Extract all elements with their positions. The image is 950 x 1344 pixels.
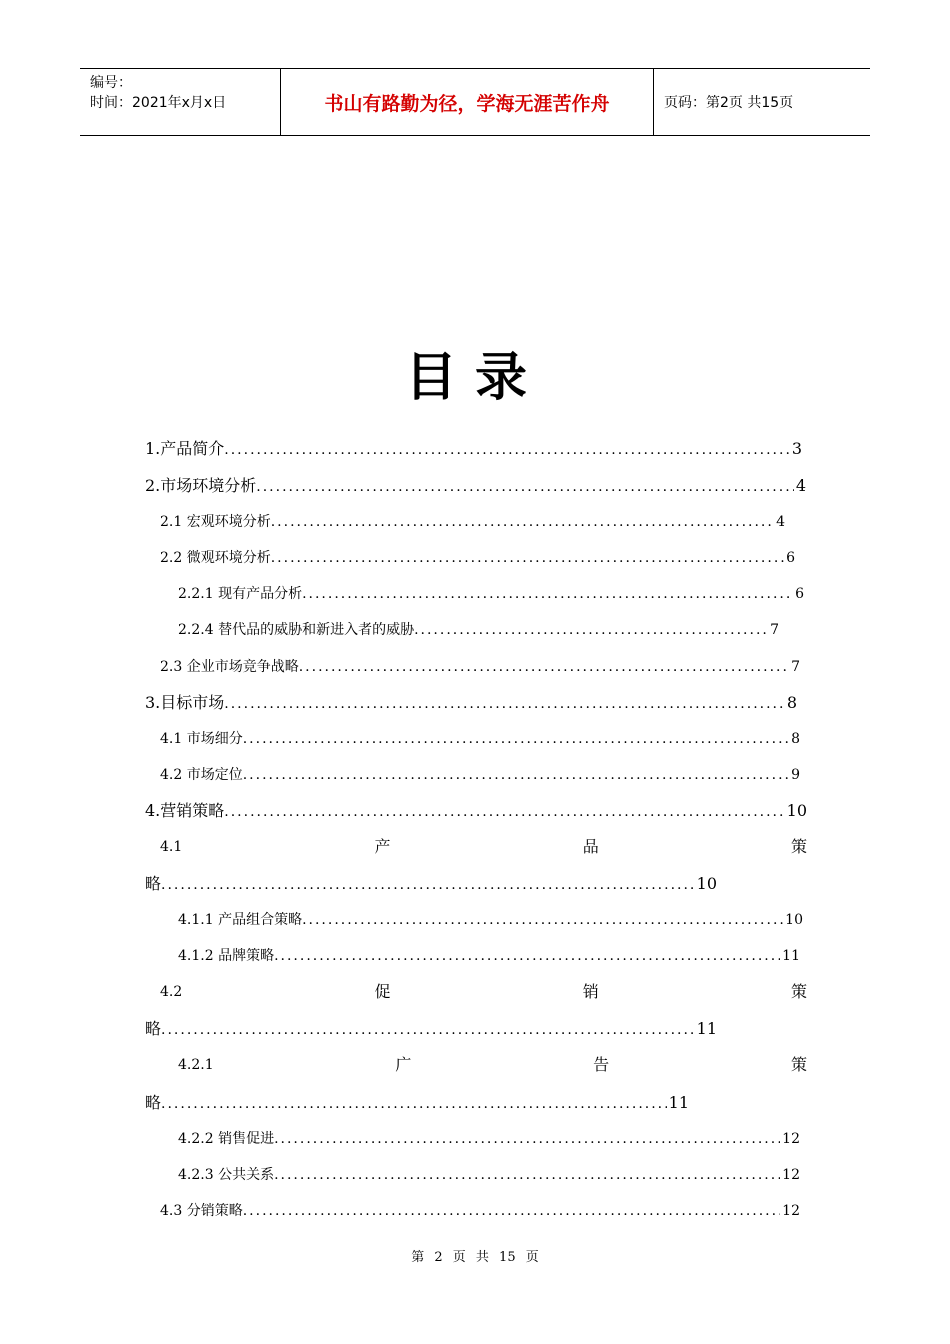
toc-entry[interactable]	[178, 1128, 800, 1150]
toc-entry[interactable]	[178, 583, 804, 605]
toc-page-number: 11	[668, 1093, 689, 1112]
toc-page-number: 10	[785, 912, 803, 928]
toc-entry[interactable]	[145, 692, 797, 714]
toc-entry-text: 2.1 宏观环境分析	[160, 514, 271, 530]
toc-leader	[224, 801, 784, 822]
toc-entry-text: 4.1 市场细分	[160, 731, 243, 747]
toc-leader	[271, 511, 774, 533]
page-footer: 第 2 页 共 15 页	[411, 1250, 539, 1265]
toc-entry-text: 2.3 企业市场竞争战略	[160, 659, 299, 675]
toc-split-char: 策	[790, 1055, 807, 1074]
toc-entry-text: 4.1.2 品牌策略	[178, 948, 275, 964]
toc-page-number: 4	[795, 476, 806, 495]
toc-page-number: 7	[791, 659, 800, 675]
toc-leader	[161, 1019, 695, 1040]
time-label: 时间：2021年x月x日	[90, 95, 227, 111]
toc-entry-text: 4.1.1 产品组合策略	[178, 912, 303, 928]
toc-leader	[299, 656, 789, 678]
toc-entry[interactable]	[145, 1018, 717, 1040]
toc-leader	[243, 1200, 780, 1222]
toc-entry[interactable]	[178, 1164, 800, 1186]
toc-split-char: 广	[395, 1055, 412, 1074]
toc-leader	[161, 874, 695, 895]
toc-leader	[224, 439, 790, 460]
toc-entry-text: 3.目标市场	[145, 693, 225, 712]
toc-entry[interactable]	[160, 511, 785, 533]
toc-entry[interactable]	[178, 909, 803, 931]
toc-leader	[271, 547, 784, 569]
toc-leader	[274, 1128, 780, 1150]
toc-entry-text: 2.2 微观环境分析	[160, 550, 271, 566]
toc-entry-text: 4.2 市场定位	[160, 767, 243, 783]
toc-entry-text: 4.2.2 销售促进	[178, 1131, 275, 1147]
toc-leader	[243, 728, 789, 750]
toc-entry-text: 4.3 分销策略	[160, 1203, 243, 1219]
toc-entry[interactable]	[145, 873, 717, 895]
toc-page-number: 10	[696, 874, 717, 893]
toc-entry[interactable]	[178, 619, 779, 641]
toc-entry[interactable]	[145, 475, 806, 497]
toc-entry-text: 4.营销策略	[145, 801, 225, 820]
toc-entry[interactable]	[145, 438, 802, 460]
toc-leader	[224, 693, 785, 714]
toc-split-char: 销	[582, 982, 599, 1001]
toc-split-number: 4.2	[160, 984, 183, 1000]
toc-page-number: 4	[776, 514, 785, 530]
toc-page-number: 8	[791, 731, 800, 747]
toc-entry[interactable]	[178, 945, 800, 967]
toc-page-number: 9	[791, 767, 800, 783]
toc-entry[interactable]	[160, 728, 800, 750]
toc-page-number: 12	[782, 1167, 800, 1183]
toc-leader	[274, 1164, 780, 1186]
toc-leader	[302, 583, 793, 605]
number-label: 编号：	[90, 75, 132, 91]
toc-entry-split-line	[178, 1054, 807, 1076]
toc-page-number: 6	[786, 550, 795, 566]
toc-entry[interactable]	[160, 547, 795, 569]
toc-entry-split-line	[160, 836, 807, 858]
toc-entry[interactable]	[145, 1092, 689, 1114]
toc-split-char: 策	[790, 837, 807, 856]
toc-entry-text: 4.2.3 公共关系	[178, 1167, 275, 1183]
toc-entry[interactable]	[160, 1200, 800, 1222]
toc-page-number: 12	[782, 1131, 800, 1147]
toc-page-number: 7	[770, 622, 779, 638]
toc-title: 目录	[404, 348, 545, 408]
toc-leader	[302, 909, 783, 931]
motto-text: 书山有路勤为径，学海无涯苦作舟	[324, 92, 610, 115]
toc-page-number: 11	[782, 948, 800, 964]
toc-leader	[256, 476, 794, 497]
toc-entry-text: 2.2.1 现有产品分析	[178, 586, 303, 602]
toc-entry[interactable]	[145, 800, 807, 822]
toc-split-char: 产	[374, 837, 391, 856]
toc-leader	[414, 619, 768, 641]
toc-split-char: 策	[790, 982, 807, 1001]
toc-entry-text: 2.市场环境分析	[145, 476, 257, 495]
toc-leader	[161, 1093, 667, 1114]
toc-page-number: 11	[696, 1019, 717, 1038]
toc-entry-text: 2.2.4 替代品的威胁和新进入者的威胁	[178, 622, 415, 638]
toc-split-number: 4.1	[160, 839, 183, 855]
toc-entry-text: 1.产品简介	[145, 439, 225, 458]
toc-split-char: 告	[593, 1055, 610, 1074]
toc-split-char: 品	[582, 837, 599, 856]
toc-page-number: 10	[786, 801, 807, 820]
toc-entry-text: 略	[145, 874, 162, 893]
toc-entry-split-line	[160, 981, 807, 1003]
toc-split-char: 促	[374, 982, 391, 1001]
toc-page-number: 12	[782, 1203, 800, 1219]
toc-page-number: 8	[786, 693, 797, 712]
toc-entry[interactable]	[160, 656, 800, 678]
page-info: 页码：第2页 共15页	[664, 95, 794, 111]
toc-page-number: 3	[791, 439, 802, 458]
toc-entry[interactable]	[160, 764, 800, 786]
toc-leader	[243, 764, 789, 786]
toc-split-number: 4.2.1	[178, 1057, 214, 1073]
toc-page-number: 6	[795, 586, 804, 602]
toc-entry-text: 略	[145, 1093, 162, 1112]
toc-entry-text: 略	[145, 1019, 162, 1038]
toc-leader	[274, 945, 780, 967]
